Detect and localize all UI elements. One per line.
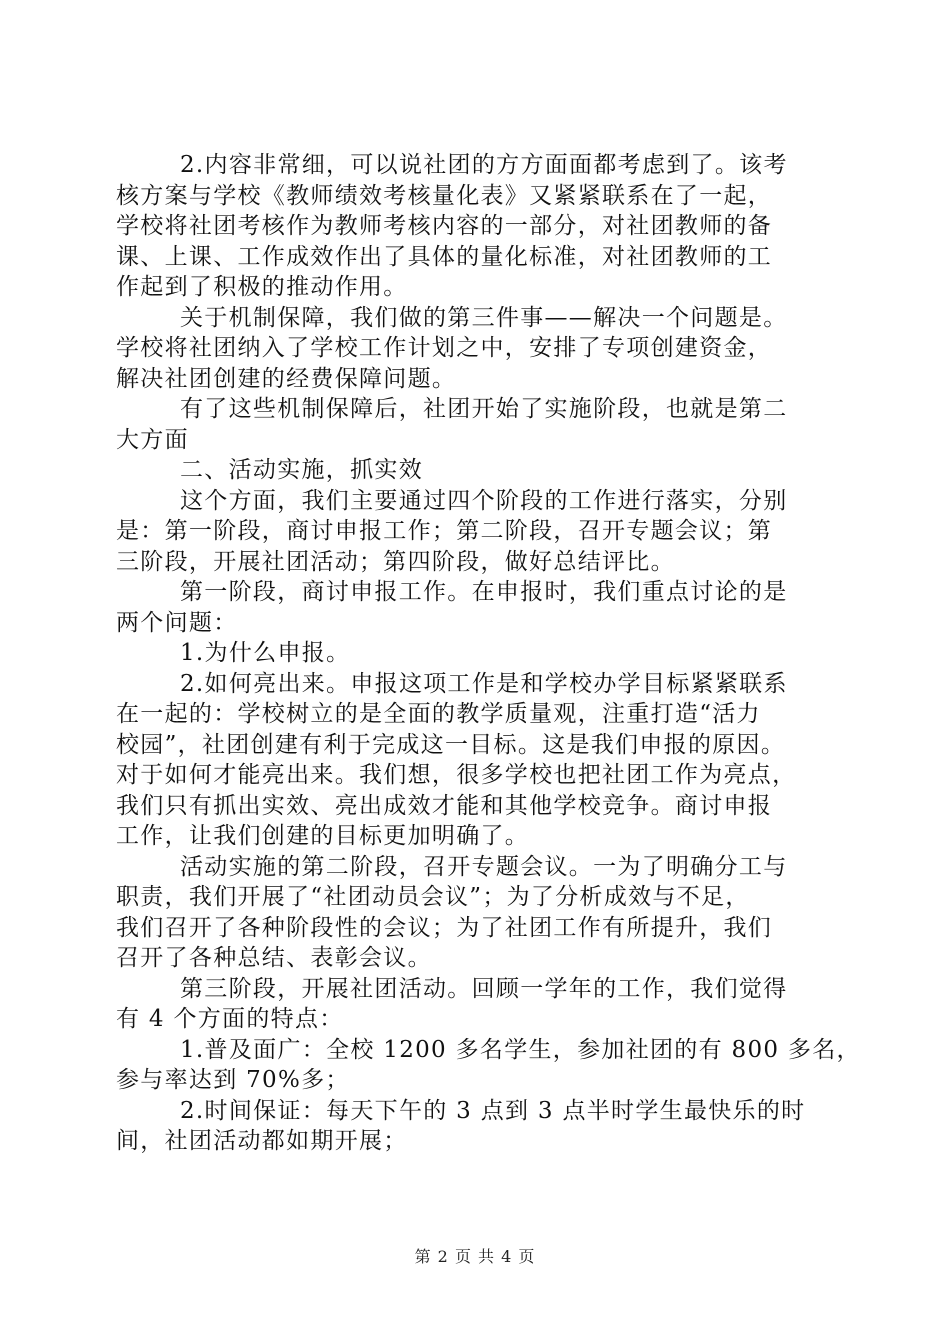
text-line: 学校将社团考核作为教师考核内容的一部分，对社团教师的备 [116,213,773,239]
text-line: 关于机制保障，我们做的第三件事——解决一个问题是。 [180,304,788,331]
page-number-footer: 第 2 页 共 4 页 [414,1247,536,1266]
text-line: 有 4 个方面的特点： [116,1006,344,1032]
text-line: 两个问题： [116,609,238,636]
text-line: 职责，我们开展了“社团动员会议”；为了分析成效与不足， [116,884,750,910]
text-line: 大方面 [116,426,189,453]
section-heading: 二、活动实施，抓实效 [180,457,423,483]
text-line: 我们召开了各种阶段性的会议；为了社团工作有所提升，我们 [116,914,773,941]
text-line: 工作，让我们创建的目标更加明确了。 [116,823,530,849]
text-line: 是：第一阶段，商讨申报工作；第二阶段，召开专题会议；第 [116,518,773,544]
text-line: 对于如何才能亮出来。我们想，很多学校也把社团工作为亮点， [116,762,797,788]
text-line: 2.如何亮出来。申报这项工作是和学校办学目标紧紧联系 [180,670,788,697]
text-line: 课、上课、工作成效作出了具体的量化标准，对社团教师的工 [116,243,773,270]
text-line: 间，社团活动都如期开展； [116,1128,408,1154]
text-line: 学校将社团纳入了学校工作计划之中，安排了专项创建资金， [116,335,773,361]
text-line: 2.内容非常细，可以说社团的方方面面都考虑到了。该考 [180,152,788,178]
text-line: 我们只有抓出实效、亮出成效才能和其他学校竞争。商讨申报 [116,792,773,819]
text-line: 参与率达到 70%多； [116,1067,350,1093]
text-line: 2.时间保证：每天下午的 3 点到 3 点半时学生最快乐的时 [180,1097,806,1124]
text-line: 1.普及面广：全校 1200 多名学生，参加社团的有 800 多名， [180,1036,861,1063]
text-line: 1.为什么申报。 [180,640,351,666]
text-line: 作起到了积极的推动作用。 [116,274,408,300]
text-line: 核方案与学校《教师绩效考核量化表》又紧紧联系在了一起， [116,182,773,209]
text-line: 解决社团创建的经费保障问题。 [116,365,457,392]
text-line: 活动实施的第二阶段，召开专题会议。一为了明确分工与 [180,853,788,880]
text-line: 这个方面，我们主要通过四个阶段的工作进行落实，分别 [180,487,788,514]
text-line: 召开了各种总结、表彰会议。 [116,945,432,971]
text-line: 有了这些机制保障后，社团开始了实施阶段，也就是第二 [180,396,788,422]
text-line: 在一起的：学校树立的是全面的教学质量观，注重打造“活力 [116,701,761,727]
text-line: 校园”，社团创建有利于完成这一目标。这是我们申报的原因。 [116,731,786,758]
text-line: 三阶段，开展社团活动；第四阶段，做好总结评比。 [116,548,675,575]
text-line: 第三阶段，开展社团活动。回顾一学年的工作，我们觉得 [180,975,788,1002]
text-line: 第一阶段，商讨申报工作。在申报时，我们重点讨论的是 [180,579,788,605]
